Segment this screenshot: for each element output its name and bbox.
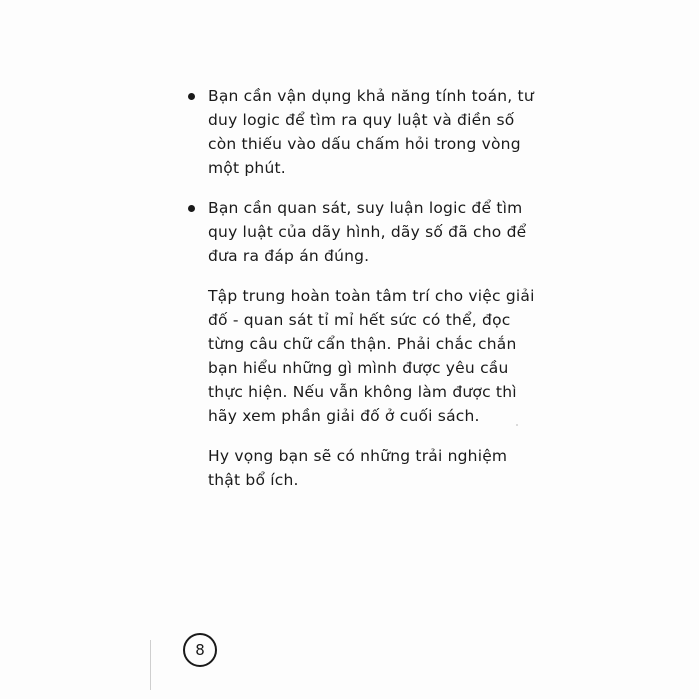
bullet-list: [184, 84, 544, 268]
page-number-badge: [183, 633, 217, 667]
bullet-dot-icon: [188, 205, 195, 212]
gutter-line: [150, 640, 151, 690]
bullet-text: Bạn cần quan sát, suy luận logic để tìm quy luật của dãy hình, dãy số đã cho để đưa ra đáp án đúng.: [208, 199, 527, 265]
bullet-item: [184, 84, 544, 180]
paragraph-instructions: Tập trung hoàn toàn tâm trí cho việc giải đố - quan sát tỉ mỉ hết sức có thể, đọc từng câu chữ cẩn thận. Phải chắc chắn bạn hiểu những gì mình được yêu cầu thực hiện. Nếu vẫn không làm được thì hãy xem phần giải đố ở cuối sách.: [208, 287, 535, 425]
paragraph-closing: Hy vọng bạn sẽ có những trải nghiệm thật bổ ích.: [208, 447, 508, 489]
page-content: [184, 84, 544, 492]
bullet-item: [184, 196, 544, 268]
page-number: 8: [195, 641, 205, 659]
bullet-text: Bạn cần vận dụng khả năng tính toán, tư duy logic để tìm ra quy luật và điền số còn thiếu vào dấu chấm hỏi trong vòng một phút.: [208, 87, 534, 177]
bullet-dot-icon: [188, 93, 195, 100]
